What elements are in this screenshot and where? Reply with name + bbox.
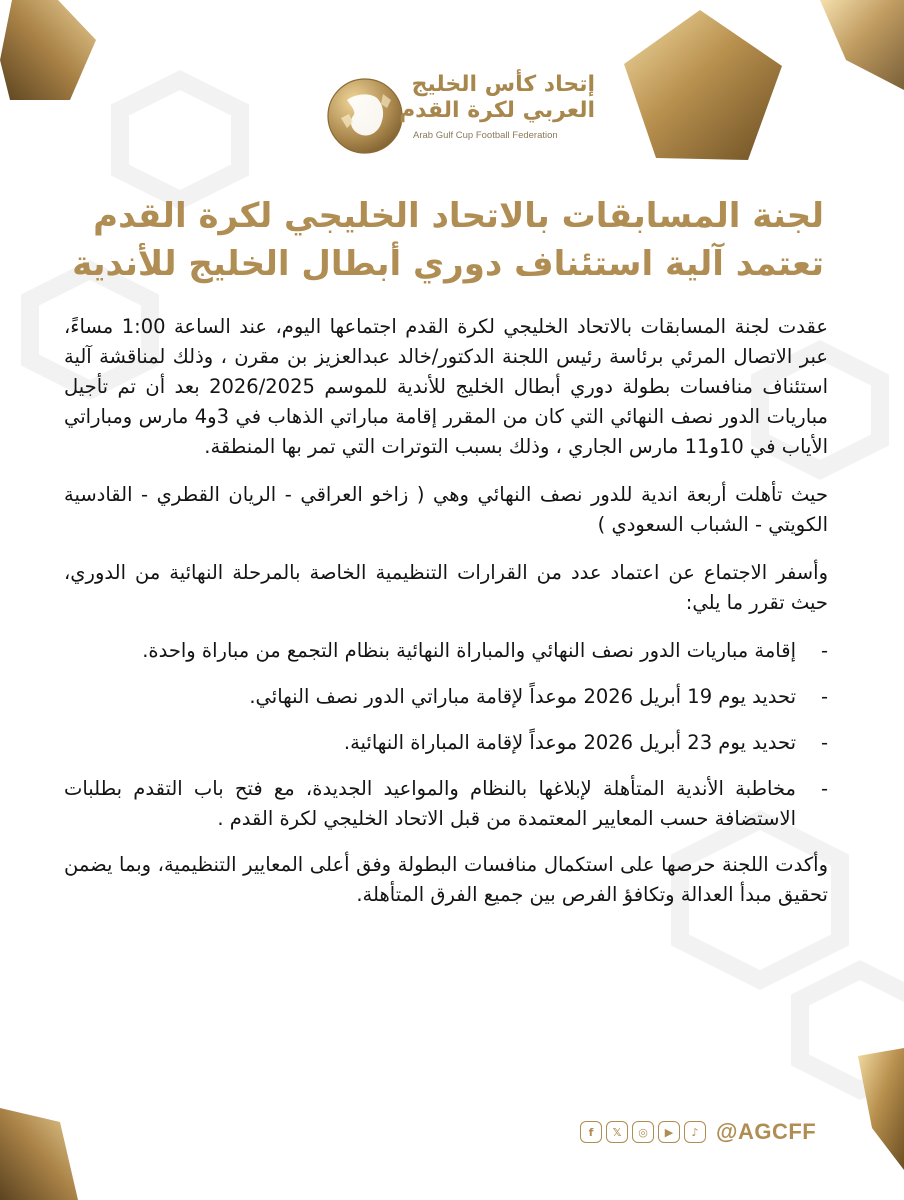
- list-item-text: تحديد يوم 19 أبريل 2026 موعداً لإقامة مباراتي الدور نصف النهائي.: [249, 685, 796, 708]
- list-item-text: تحديد يوم 23 أبريل 2026 موعداً لإقامة المباراة النهائية.: [343, 731, 796, 754]
- logo-arabic-line1: إتحاد كأس الخليج: [411, 72, 595, 97]
- social-handle[interactable]: @AGCFF: [716, 1119, 817, 1144]
- gold-shard-bottom-left: [0, 1108, 78, 1200]
- statement-body: [64, 312, 828, 928]
- headline-line1: لجنة المسابقات بالاتحاد الخليجي لكرة القدم: [93, 196, 824, 236]
- x-icon[interactable]: 𝕏: [606, 1121, 628, 1143]
- list-item-text: مخاطبة الأندية المتأهلة لإبلاغها بالنظام والمواعيد الجديدة، مع فتح باب التقدم بطلبات الاستضافة حسب المعايير المعتمدة من قبل الاتحاد الخليجي لكرة القدم .: [64, 777, 796, 830]
- paragraph-decisions-intro: وأسفر الاجتماع عن اعتماد عدد من القرارات التنظيمية الخاصة بالمرحلة النهائية من الدوري، حيث تقرر ما يلي:: [64, 561, 828, 614]
- headline-line2: تعتمد آلية استئناف دوري أبطال الخليج للأندية: [72, 244, 824, 284]
- football-map-emblem-icon: [325, 76, 405, 156]
- federation-logo: [325, 68, 595, 156]
- decisions-list: [64, 636, 828, 834]
- list-item: [64, 774, 828, 834]
- logo-wordmark: [399, 72, 595, 141]
- list-item-text: إقامة مباريات الدور نصف النهائي والمباراة النهائية بنظام التجمع من مباراة واحدة.: [142, 639, 796, 662]
- instagram-icon[interactable]: ◎: [632, 1121, 654, 1143]
- gold-shard-top-left: [0, 0, 96, 100]
- youtube-icon[interactable]: ▶: [658, 1121, 680, 1143]
- bullet-dash: -: [820, 777, 828, 800]
- paragraph-qualified-teams: حيث تأهلت أربعة اندية للدور نصف النهائي وهي ( زاخو العراقي - الريان القطري - القادسية الكويتي - الشباب السعودي ): [64, 483, 828, 536]
- logo-arabic-line2: العربي لكرة القدم: [399, 98, 595, 123]
- paragraph-intro: عقدت لجنة المسابقات بالاتحاد الخليجي لكرة القدم اجتماعها اليوم، عند الساعة 1:00 مساءً، عبر الاتصال المرئي برئاسة رئيس اللجنة الدكتور/خالد عبدالعزيز بن مقرن ، وذلك لمناقشة آلية استئناف منافسات بطولة دوري أبطال الخليج للأندية للموسم 2026/2025 بعد أن تم تأجيل مباريات الدور نصف النهائي التي كان من المقرر إقامة مباراتي الذهاب في 3و4 مارس ومباراتي الأياب في 10و11 مارس الجاري ، وذلك بسبب التوترات التي تمر بها المنطقة.: [64, 315, 828, 458]
- paragraph-conclusion: وأكدت اللجنة حرصها على استكمال منافسات البطولة وفق أعلى المعايير التنظيمية، وبما يضمن تحقيق مبدأ العدالة وتكافؤ الفرص بين جميع الفرق المتأهلة.: [64, 853, 828, 906]
- social-footer: [580, 1116, 816, 1148]
- logo-english-name: Arab Gulf Cup Football Federation: [413, 130, 558, 141]
- page-title: [60, 192, 824, 288]
- list-item: [64, 636, 828, 666]
- bullet-dash: -: [820, 685, 828, 708]
- bullet-dash: -: [820, 639, 828, 662]
- list-item: [64, 728, 828, 758]
- gold-shard-bottom-right: [858, 1048, 904, 1170]
- bullet-dash: -: [820, 731, 828, 754]
- gold-shard-top-right: [624, 10, 782, 160]
- list-item: [64, 682, 828, 712]
- gold-shard-corner: [820, 0, 904, 90]
- tiktok-icon[interactable]: ♪: [684, 1121, 706, 1143]
- facebook-icon[interactable]: f: [580, 1121, 602, 1143]
